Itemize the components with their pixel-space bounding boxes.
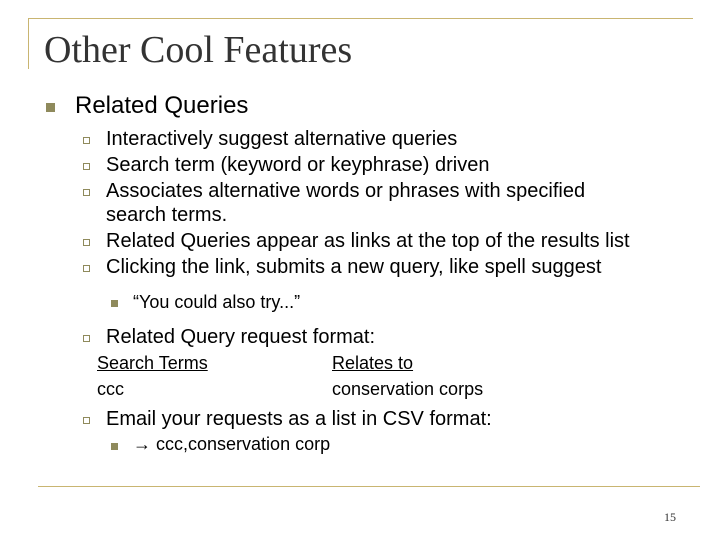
csv-example-line: [133, 434, 330, 455]
sub-bullet-text: Clicking the link, submits a new query, like spell suggest: [106, 256, 602, 278]
bullet-square-small-icon: [111, 300, 118, 307]
bullet-hollow-icon: [83, 189, 90, 196]
csv-example-text: ccc,conservation corp: [156, 434, 331, 454]
bullet-hollow-icon: [83, 137, 90, 144]
bullet-hollow-icon: [83, 265, 90, 272]
slide-title: Other Cool Features: [44, 29, 353, 71]
bullet-hollow-icon: [83, 163, 90, 170]
table-value-search-term: ccc: [97, 379, 124, 399]
footer-divider: [38, 486, 700, 487]
email-bullet-text: Email your requests as a list in CSV format:: [106, 408, 492, 430]
format-bullet-text: Related Query request format:: [106, 326, 376, 348]
sub-bullet-text: Associates alternative words or phrases with specified: [106, 180, 586, 202]
bullet-hollow-icon: [83, 335, 90, 342]
bullet-square-icon: [46, 103, 55, 112]
bullet-square-small-icon: [111, 443, 118, 450]
arrow-right-icon: →: [133, 434, 151, 454]
example-text: “You could also try...”: [133, 292, 301, 312]
sub-bullet-text: Related Queries appear as links at the top of the results list: [106, 230, 630, 252]
sub-bullet-text: Interactively suggest alternative queries: [106, 128, 458, 150]
bullet-hollow-icon: [83, 239, 90, 246]
page-number: 15: [664, 510, 676, 524]
sub-bullet-text: Search term (keyword or keyphrase) driven: [106, 154, 490, 176]
sub-bullet-text-continued: search terms.: [106, 204, 228, 226]
table-value-relates-to: conservation corps: [332, 379, 484, 399]
table-header-relates-to: Relates to: [332, 353, 414, 373]
table-header-search-terms: Search Terms: [97, 353, 208, 373]
main-bullet-text: Related Queries: [75, 92, 249, 119]
bullet-hollow-icon: [83, 417, 90, 424]
